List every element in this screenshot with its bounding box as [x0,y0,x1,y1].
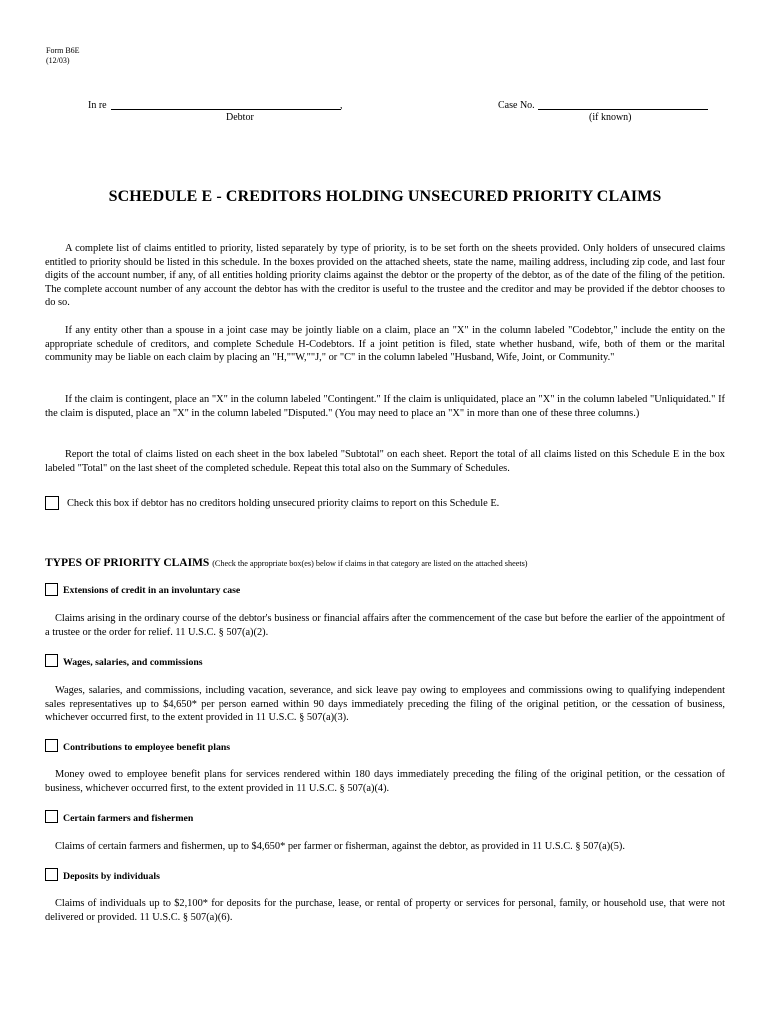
types-heading-text: TYPES OF PRIORITY CLAIMS [45,557,210,569]
category-checkbox-farmers-fishermen[interactable] [45,810,58,823]
category-checkbox-deposits[interactable] [45,868,58,881]
in-re-comma: , [340,100,343,111]
category-label-benefit-plans: Contributions to employee benefit plans [63,742,231,753]
category-label-farmers-fishermen: Certain farmers and fishermen [63,813,194,824]
intro-paragraph-4: Report the total of claims listed on each sheet in the box labeled "Subtotal" on each sheet. Report the total of all claims listed on this Schedule E in the box labeled "Total" on the last sheet of the completed schedule. Repeat this total also on the Summary of Schedules. [45,449,725,474]
case-number-label: Case No. [498,100,535,111]
category-text-benefit-plans: Money owed to employee benefit plans for services rendered within 180 days immediately preceding the filing of the original petition, or the cessation of business, whichever occurred first, to the extent provided in 11 U.S.C. § 507(a)(4). [45,769,725,794]
debtor-caption: Debtor [226,112,254,123]
intro-paragraph-1: A complete list of claims entitled to priority, listed separately by type of priority, is to be set forth on the sheets provided. Only holders of unsecured claims entitled to priority should be listed in this schedule. In the boxes provided on the attached sheets, state the name, mailing address, including zip code, and last four digits of the account number, if any, of all entities holding priority claims against the debtor or the property of the debtor, as of the date of the filing of the petition. The complete account number of any account the debtor has with the creditor is useful to the trustee and the creditor and may be provided if the debtor chooses to do so. [45,243,725,309]
intro-paragraph-3: If the claim is contingent, place an "X" in the column labeled "Contingent." If the claim is unliquidated, place an "X" in the column labeled "Unliquidated." If the claim is disputed, place an "X" in the column labeled "Disputed." (You may need to place an "X" in more than one of these three columns.) [45,394,725,419]
category-checkbox-benefit-plans[interactable] [45,739,58,752]
category-label-wages: Wages, salaries, and commissions [63,657,203,668]
intro-paragraph-2: If any entity other than a spouse in a joint case may be jointly liable on a claim, place an "X" in the column labeled "Codebtor," include the entity on the appropriate schedule of creditors, and complete Schedule H-Codebtors. If a joint petition is filed, state whether husband, wife, both of them or the marital community may be liable on each claim by placing an "H,""W,""J," or "C" in the column labeled "Husband, Wife, Joint, or Community." [45,325,725,364]
category-text-farmers-fishermen: Claims of certain farmers and fishermen, up to $4,650* per farmer or fisherman, against the debtor, as provided in 11 U.S.C. § 507(a)(5). [55,841,625,852]
category-label-deposits: Deposits by individuals [63,871,160,882]
no-creditors-check-label: Check this box if debtor has no creditors holding unsecured priority claims to report on this Schedule E. [67,498,500,509]
category-checkbox-involuntary-credit[interactable] [45,583,58,596]
case-number-field[interactable] [538,109,708,110]
form-id [46,46,80,66]
category-checkbox-wages[interactable] [45,654,58,667]
category-label-involuntary-credit: Extensions of credit in an involuntary case [63,585,241,596]
in-re-label: In re [88,100,107,111]
category-text-wages: Wages, salaries, and commissions, including vacation, severance, and sick leave pay owing to employees and commissions owing to qualifying independent sales representatives up to $4,650* per person earned within 90 days immediately preceding the filing of the original petition, or the cessation of business, whichever occurred first, to the extent provided in 11 U.S.C. § 507(a)(3). [45,685,725,724]
debtor-name-field[interactable] [111,109,341,110]
if-known-caption: (if known) [589,112,632,123]
form-number: Form B6E [46,46,80,55]
types-heading-note: (Check the appropriate box(es) below if claims in that category are listed on the attached sheets) [212,559,528,568]
category-text-involuntary-credit: Claims arising in the ordinary course of the debtor's business or financial affairs after the commencement of the case but before the earlier of the appointment of a trustee or the order for relief. 11 U.S.C. § 507(a)(2). [45,613,725,638]
no-creditors-checkbox[interactable] [45,496,59,510]
form-revision-date: (12/03) [46,56,70,65]
page-title: SCHEDULE E - CREDITORS HOLDING UNSECURED PRIORITY CLAIMS [108,188,662,205]
category-text-deposits: Claims of individuals up to $2,100* for deposits for the purchase, lease, or rental of property or services for personal, family, or household use, that were not delivered or provided. 11 U.S.C. § 507(a)(6). [45,898,725,923]
types-heading [45,557,528,569]
